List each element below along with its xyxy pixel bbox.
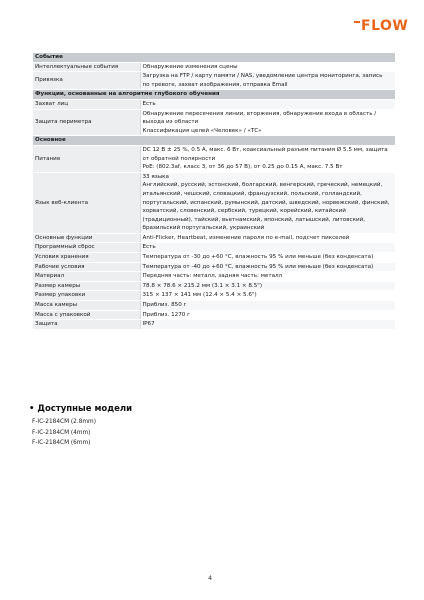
- spec-value: [140, 320, 395, 330]
- spec-value-line: Классификация целей «Человек» / «ТС»: [142, 127, 262, 134]
- spec-value: [140, 272, 395, 282]
- spec-key: Защита периметра: [33, 109, 140, 136]
- section-header: [33, 136, 395, 146]
- spec-value-line: 33 языка: [142, 173, 169, 180]
- spec-row: [33, 243, 395, 253]
- spec-row: [33, 281, 395, 291]
- section-label: Функции, основанные на алгоритме глубокого обучения: [33, 90, 395, 100]
- spec-value: [140, 172, 395, 233]
- spec-key: Размер камеры: [33, 281, 140, 291]
- spec-value-line: Обнаружение пересечения линии, вторжения, обнаружение входа в область /: [142, 110, 377, 117]
- spec-row: [33, 109, 395, 136]
- spec-value: [140, 62, 395, 72]
- spec-key: Масса с упаковкой: [33, 310, 140, 320]
- spec-row: [33, 62, 395, 72]
- spec-row: [33, 72, 395, 90]
- spec-value-line: бразильский португальский, украинский: [142, 225, 265, 232]
- spec-key: Материал: [33, 272, 140, 282]
- spec-key: Рабочие условия: [33, 262, 140, 272]
- spec-row: [33, 272, 395, 282]
- spec-key: Интеллектуальные события: [33, 62, 140, 72]
- spec-key: Язык веб-клиента: [33, 172, 140, 233]
- spec-row: [33, 172, 395, 233]
- spec-table: [33, 53, 395, 330]
- spec-value-line: (традиционный), тайский, вьетнамский, японский, латышский, литовский,: [142, 216, 366, 223]
- spec-value: [140, 243, 395, 253]
- logo-text: FLOW: [361, 18, 409, 34]
- spec-value-line: хорватский, словенский, сербский, турецкий, корейский, китайский: [142, 208, 346, 215]
- spec-key: Захват лиц: [33, 99, 140, 109]
- spec-key: Масса камеры: [33, 301, 140, 311]
- spec-value-line: Обнаружение изменения сцены: [142, 63, 238, 70]
- section-header: [33, 90, 395, 100]
- spec-row: [33, 320, 395, 330]
- spec-value-line: Температура от -30 до +60 °C, влажность 95 % или меньше (без конденсата): [142, 254, 374, 261]
- spec-key: Программный сброс: [33, 243, 140, 253]
- spec-value-line: Есть: [142, 244, 156, 251]
- spec-key: Размер упаковки: [33, 291, 140, 301]
- spec-value: [140, 72, 395, 90]
- spec-value: [140, 99, 395, 109]
- brand-logo: [354, 18, 408, 34]
- spec-value-line: PoE: (802.3af, класс 3, от 36 до 57 В), от 0.25 до 0.15 A, макс. 7.5 Вт: [142, 164, 343, 171]
- spec-row: [33, 291, 395, 301]
- spec-value-line: IP67: [142, 321, 155, 328]
- logo-accent-bar: [354, 21, 360, 23]
- spec-row: [33, 145, 395, 172]
- spec-value-line: Приблиз. 1270 г: [142, 311, 191, 318]
- spec-row: [33, 253, 395, 263]
- models-list: [32, 417, 96, 449]
- model-item: F-IC-2184CM (4mm): [32, 429, 91, 436]
- model-item: F-IC-2184CM (2.8mm): [32, 419, 96, 425]
- spec-value: [140, 310, 395, 320]
- spec-value-line: итальянский, чешский, словацкий, французский, польский, голландский,: [142, 190, 362, 197]
- spec-value-line: португальский, испанский, румынский, датский, шведский, норвежский, финский,: [142, 199, 390, 206]
- spec-value-line: DC 12 В ± 25 %, 0.5 A, макс. 6 Вт, коаксиальный разъем питания Ø 5.5 мм, защита: [142, 146, 388, 153]
- spec-value: [140, 281, 395, 291]
- spec-key: Привязка: [33, 72, 140, 90]
- spec-value-line: Передняя часть: металл, задняя часть: металл: [142, 273, 283, 280]
- spec-value-line: 78.8 × 78.6 × 215.2 мм (3.1 × 3.1 × 8.5"): [142, 282, 263, 289]
- spec-value-line: 315 × 137 × 141 мм (12.4 × 5.4 × 5.6"): [142, 292, 257, 299]
- spec-value-line: Приблиз. 850 г: [142, 302, 187, 309]
- spec-value-line: Есть: [142, 100, 156, 107]
- spec-key: Условия хранения: [33, 253, 140, 263]
- spec-row: [33, 262, 395, 272]
- spec-key: Питание: [33, 145, 140, 172]
- spec-value: [140, 253, 395, 263]
- spec-value: [140, 145, 395, 172]
- spec-row: [33, 301, 395, 311]
- spec-row: [33, 233, 395, 243]
- spec-value-line: от обратной полярности: [142, 155, 216, 162]
- spec-value-line: Anti-Flicker, Heartbeat, изменение пароля по e-mail, подсчет пикселей: [142, 234, 350, 241]
- spec-key: Основные функции: [33, 233, 140, 243]
- page-number: 4: [208, 574, 213, 582]
- spec-key: Защита: [33, 320, 140, 330]
- spec-value: [140, 301, 395, 311]
- section-label: Событие: [33, 53, 395, 62]
- spec-value-line: выхода из области: [142, 119, 199, 126]
- spec-row: [33, 310, 395, 320]
- spec-value: [140, 291, 395, 301]
- spec-value: [140, 109, 395, 136]
- section-header: [33, 53, 395, 62]
- spec-value-line: Температура от -40 до +60 °C, влажность 95 % или меньше (без конденсата): [142, 263, 374, 270]
- model-item: F-IC-2184CM (6mm): [32, 440, 91, 446]
- spec-value-line: Английский, русский, эстонский, болгарский, венгерский, греческий, немецкий,: [142, 182, 383, 189]
- section-label: Основное: [33, 136, 395, 146]
- spec-value: [140, 262, 395, 272]
- spec-value: [140, 233, 395, 243]
- models-heading: • Доступные модели: [29, 404, 133, 414]
- spec-value-line: по тревоге, захват изображения, отправка Email: [142, 81, 288, 88]
- spec-value-line: Загрузка на FTP / карту памяти / NAS, уведомление центра мониторинга, запись: [142, 73, 383, 80]
- spec-row: [33, 99, 395, 109]
